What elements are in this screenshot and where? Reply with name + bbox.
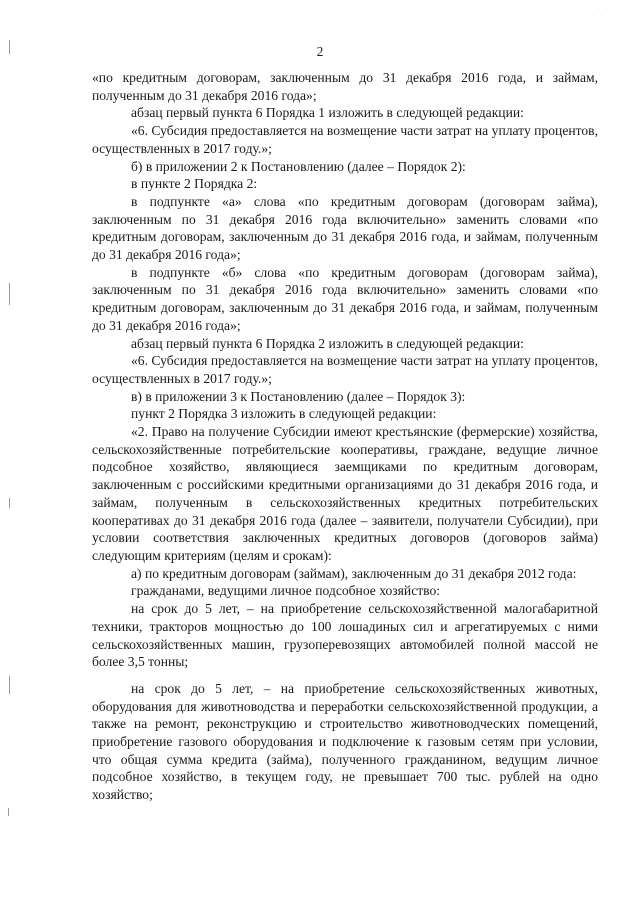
paragraph: пункт 2 Порядка 3 изложить в следующей редакции:: [131, 406, 437, 422]
paragraph: на срок до 5 лет, – на приобретение сельскохозяйственных животных, оборудования для животноводства и переработки сельскохозяйственной продукции, а также на ремонт, реконструкцию и строительство животноводческих помещений, приобретение газового оборудования и подключение к газовым сетям при условии, что общая сумма кредита (займа), полученного гражданином, ведущим личное подсобное хозяйство, в текущем году, не превышает 700 тыс. рублей на одно хозяйство;: [92, 680, 598, 803]
document-body: [92, 69, 598, 804]
paragraph: на срок до 5 лет, – на приобретение сельскохозяйственной малогабаритной техники, тракторов мощностью до 100 лошадиных сил и агрегатируемых с ними сельскохозяйственных машин, грузоперевозящих автомобилей полной массой не более 3,5 тонны;: [92, 601, 598, 670]
paragraph: в подпункте «а» слова «по кредитным договорам (договорам займа), заключенным по 31 декабря 2016 года включительно» заменить словами «по кредитным договорам, заключенным до 31 декабря 2016 года, и займам, полученным до 31 декабря 2016 года»;: [92, 193, 598, 263]
scan-corner-mark: · · ·: [589, 6, 610, 14]
paragraph: «6. Субсидия предоставляется на возмещение части затрат на уплату процентов, осуществленных в 2017 году.»;: [92, 353, 598, 386]
paragraph: в) в приложении 3 к Постановлению (далее – Порядок 3):: [131, 388, 466, 404]
scan-edge-mark: [9, 498, 10, 508]
page-number: 2: [316, 44, 324, 59]
paragraph: абзац первый пункта 6 Порядка 2 изложить в следующей редакции:: [131, 335, 524, 351]
paragraph: «6. Субсидия предоставляется на возмещение части затрат на уплату процентов, осуществленных в 2017 году.»;: [92, 123, 598, 156]
paragraph: абзац первый пункта 6 Порядка 1 изложить в следующей редакции:: [131, 105, 524, 121]
paragraph: б) в приложении 2 к Постановлению (далее – Порядок 2):: [131, 158, 466, 174]
scan-edge-mark: [8, 808, 9, 816]
paragraph: в пункте 2 Порядка 2:: [131, 176, 258, 192]
paragraph: в подпункте «б» слова «по кредитным договорам (договорам займа), заключенным по 31 декабря 2016 года включительно» заменить словами «по кредитным договорам, заключенным до 31 декабря 2016 года, и займам, полученным до 31 декабря 2016 года»;: [92, 264, 598, 333]
scan-edge-mark: [9, 676, 10, 694]
scan-edge-mark: [9, 283, 10, 305]
paragraph: гражданами, ведущими личное подсобное хозяйство:: [131, 583, 441, 599]
paragraph: «2. Право на получение Субсидии имеют крестьянские (фермерские) хозяйства, сельскохозяйственные потребительские кооперативы, граждане, ведущие личное подсобное хозяйство, являющиеся заемщиками по кредитным договорам, заключенным с российскими кредитными организациями до 31 декабря 2016 года, и займам, полученным в сельскохозяйственных кредитных потребительских кооперативах до 31 декабря 2016 года (далее – заявители, получатели Субсидии), при условии соответствия заключенных кредитных договоров (договоров займа) следующим критериям (целям и срокам):: [92, 424, 598, 563]
paragraph: «по кредитным договорам, заключенным до 31 декабря 2016 года, и займам, полученным до 31 декабря 2016 года»;: [92, 70, 598, 103]
paragraph: а) по кредитным договорам (займам), заключенным до 31 декабря 2012 года:: [131, 565, 577, 581]
